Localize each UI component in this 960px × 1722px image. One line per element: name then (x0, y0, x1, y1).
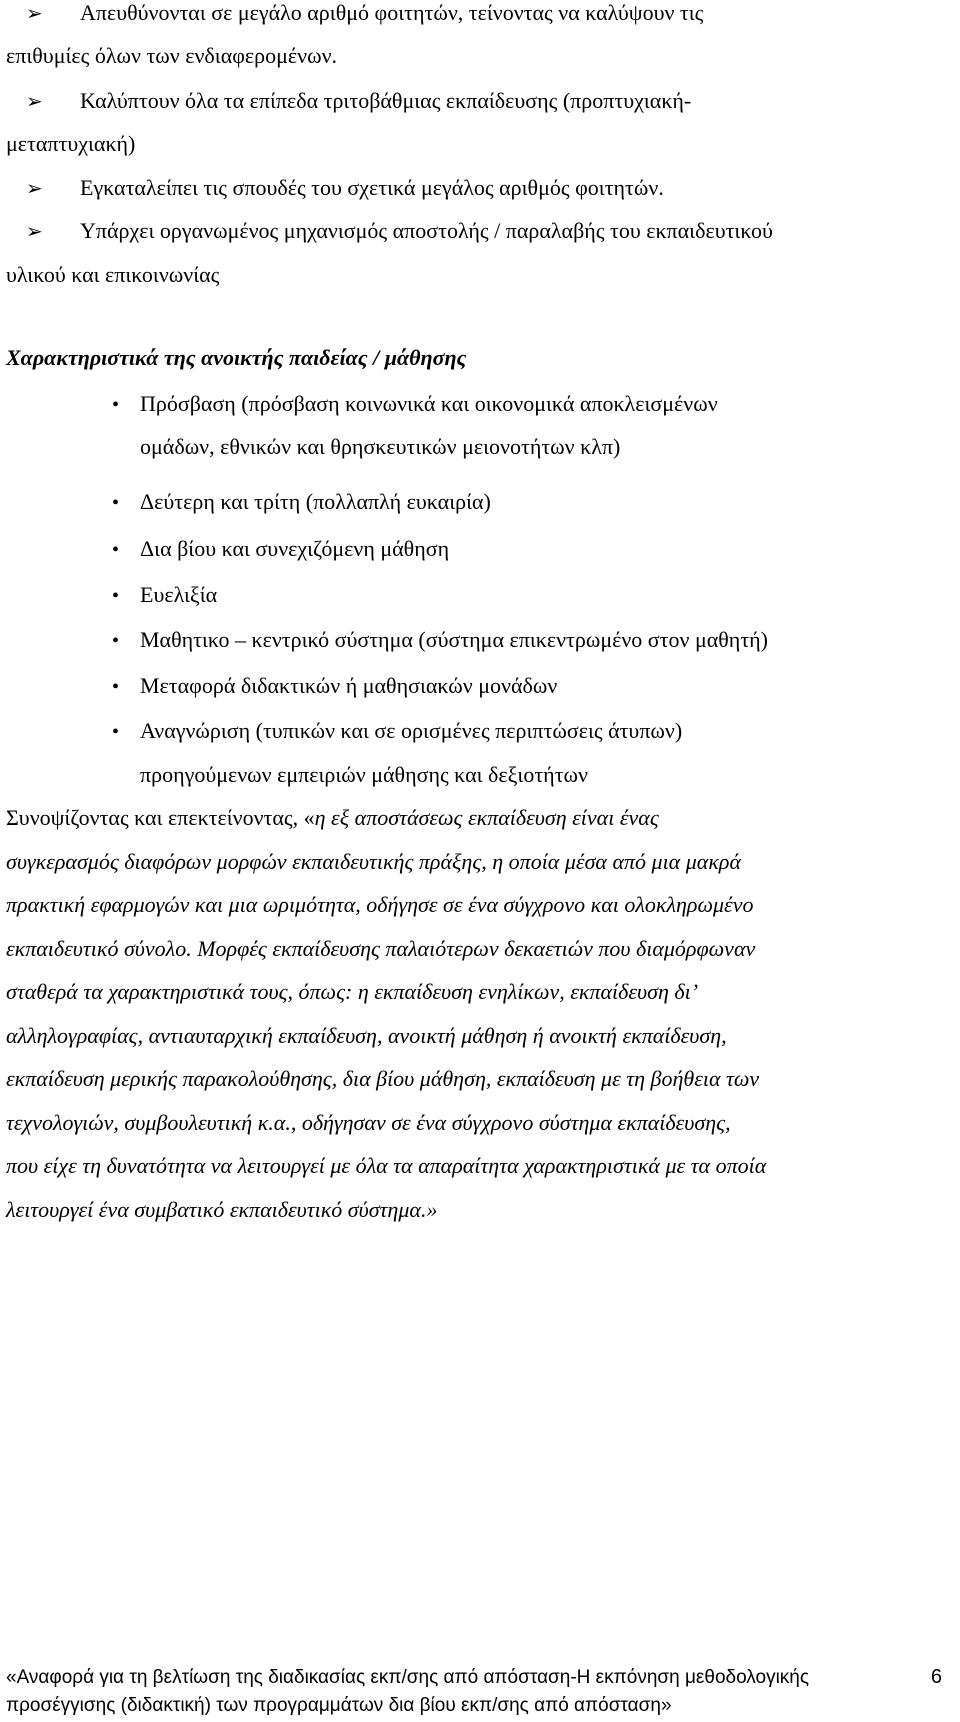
section-heading: Χαρακτηριστικά της ανοικτής παιδείας / μάθησης (6, 345, 467, 370)
bullet-text: υλικού και επικοινωνίας (6, 262, 220, 287)
feature-text: Ευελιξία (140, 582, 218, 607)
feature-item-4 (112, 582, 952, 609)
arrow-bullet-1 (6, 0, 952, 26)
arrow-bullet-4-cont (6, 262, 952, 288)
bullet-text: επιθυμίες όλων των ενδιαφερομένων. (6, 43, 338, 68)
bullet-dot-icon: • (112, 630, 120, 652)
bullet-dot-icon: • (112, 539, 120, 561)
arrow-bullet-icon: ➢ (26, 1, 43, 25)
bullet-dot-icon: • (112, 492, 120, 514)
summary-intro: Συνοψίζοντας και επεκτείνοντας, « (6, 805, 315, 830)
feature-item-3 (112, 536, 952, 563)
feature-text: Δεύτερη και τρίτη (πολλαπλή ευκαιρία) (140, 489, 491, 514)
bullet-dot-icon: • (112, 394, 120, 416)
page-number: 6 (930, 1666, 942, 1688)
summary-line-3: πρακτική εφαρμογών και μια ωριμότητα, οδήγησε σε ένα σύγχρονο και ολοκληρωμένο (6, 892, 754, 917)
feature-item-2 (112, 489, 952, 516)
feature-text: προηγούμενων εμπειριών μάθησης και δεξιοτήτων (140, 762, 588, 787)
summary-line-2: συγκερασμός διαφόρων μορφών εκπαιδευτικής πράξης, η οποία μέσα από μια μακρά (6, 849, 741, 874)
summary-line-5: σταθερά τα χαρακτηριστικά τους, όπως: η εκπαίδευση ενηλίκων, εκπαίδευση δι’ (6, 979, 699, 1004)
bullet-text: Υπάρχει οργανωμένος μηχανισμός αποστολής / παραλαβής του εκπαιδευτικού (80, 218, 773, 243)
arrow-bullet-4 (6, 218, 952, 244)
bullet-text: Καλύπτουν όλα τα επίπεδα τριτοβάθμιας εκπαίδευσης (προπτυχιακή- (80, 88, 692, 113)
footer-line-2: προσέγγισης (διδακτική) των προγραμμάτων δια βίου εκπ/σης από απόσταση» (6, 1695, 672, 1716)
feature-item-1-cont (140, 434, 952, 460)
feature-text: Αναγνώριση (τυπικών και σε ορισμένες περιπτώσεις άτυπων) (140, 718, 683, 743)
bullet-text: Εγκαταλείπει τις σπουδές του σχετικά μεγάλος αριθμός φοιτητών. (80, 175, 664, 200)
summary-line-4: εκπαιδευτικό σύνολο. Μορφές εκπαίδευσης παλαιότερων δεκαετιών που διαμόρφωναν (6, 936, 756, 961)
feature-text: ομάδων, εθνικών και θρησκευτικών μειονοτήτων κλπ) (140, 434, 621, 459)
arrow-bullet-icon: ➢ (26, 176, 43, 200)
arrow-bullet-3 (6, 175, 952, 201)
bullet-dot-icon: • (112, 721, 120, 743)
feature-item-7-cont (140, 762, 952, 788)
summary-line-10: λειτουργεί ένα συμβατικό εκπαιδευτικό σύστημα.» (6, 1197, 438, 1222)
feature-text: Πρόσβαση (πρόσβαση κοινωνικά και οικονομικά αποκλεισμένων (140, 391, 718, 416)
summary-line-7: εκπαίδευση μερικής παρακολούθησης, δια βίου μάθηση, εκπαίδευση με τη βοήθεια των (6, 1066, 760, 1091)
bullet-text: μεταπτυχιακή) (6, 131, 136, 156)
footer-line-1: «Αναφορά για τη βελτίωση της διαδικασίας εκπ/σης από απόσταση-Η εκπόνηση μεθοδολογικής (6, 1667, 810, 1688)
feature-text: Δια βίου και συνεχιζόμενη μάθηση (140, 536, 450, 561)
feature-item-5 (112, 627, 952, 654)
arrow-bullet-2-cont (6, 131, 952, 157)
bullet-text: Απευθύνονται σε μεγάλο αριθμό φοιτητών, τείνοντας να καλύψουν τις (80, 0, 704, 25)
summary-quote-start: η εξ αποστάσεως εκπαίδευση είναι ένας (314, 805, 659, 830)
feature-item-1 (112, 391, 952, 418)
arrow-bullet-icon: ➢ (26, 219, 43, 243)
arrow-bullet-2 (6, 88, 952, 114)
summary-line-8: τεχνολογιών, συμβουλευτική κ.α., οδήγησαν σε ένα σύγχρονο σύστημα εκπαίδευσης, (6, 1110, 731, 1135)
feature-item-7 (112, 718, 952, 745)
summary-line-6: αλληλογραφίας, αντιαυταρχική εκπαίδευση, ανοικτή μάθηση ή ανοικτή εκπαίδευση, (6, 1023, 727, 1048)
feature-item-6 (112, 673, 952, 700)
bullet-dot-icon: • (112, 585, 120, 607)
arrow-bullet-icon: ➢ (26, 89, 43, 113)
feature-text: Μεταφορά διδακτικών ή μαθησιακών μονάδων (140, 673, 558, 698)
feature-text: Μαθητικο – κεντρικό σύστημα (σύστημα επικεντρωμένο στον μαθητή) (140, 627, 768, 652)
summary-line-9: που είχε τη δυνατότητα να λειτουργεί με όλα τα απαραίτητα χαρακτηριστικά με τα οποία (6, 1153, 767, 1178)
summary-line-1 (6, 805, 952, 831)
bullet-dot-icon: • (112, 676, 120, 698)
arrow-bullet-1-cont (6, 43, 952, 69)
